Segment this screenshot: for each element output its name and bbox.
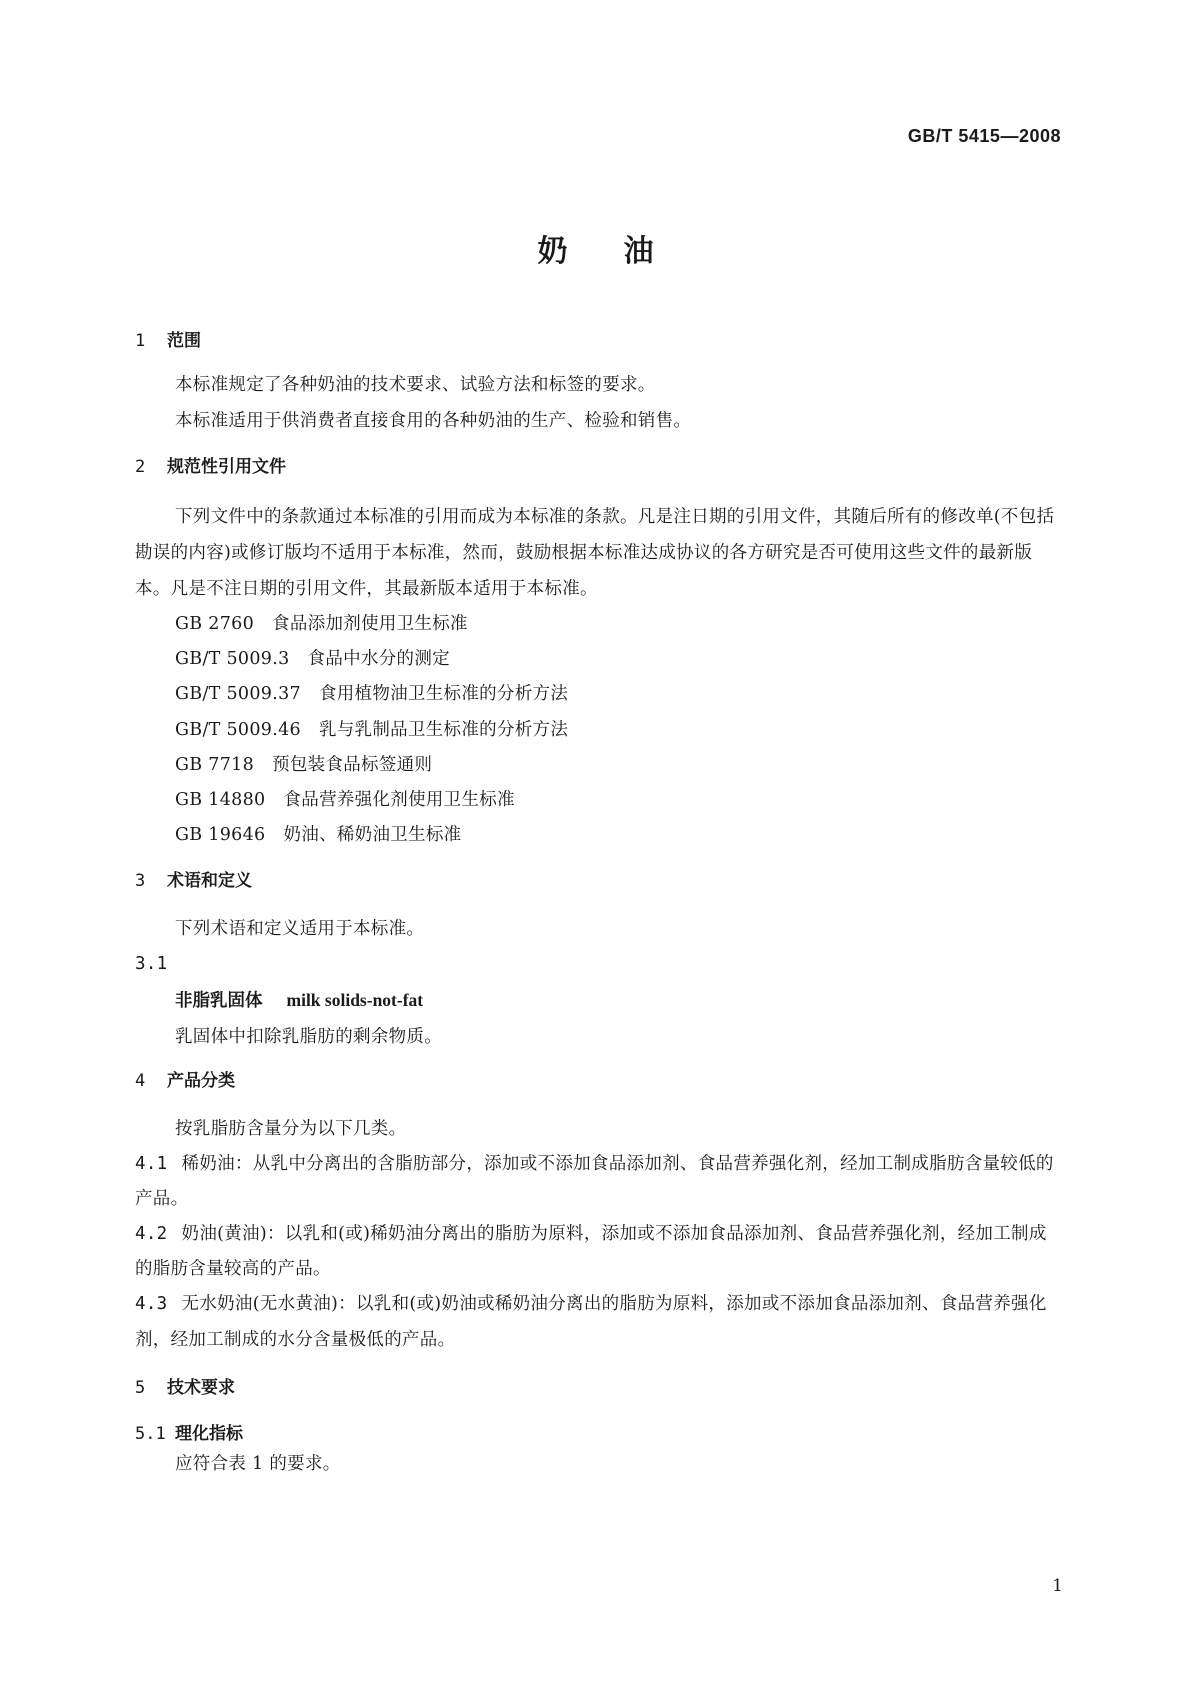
- ref-code: GB/T 5009.37: [175, 684, 301, 705]
- subsection-number: 5.1: [135, 1423, 166, 1444]
- clause-number: 4.3: [135, 1294, 168, 1315]
- section-number: 4: [135, 1070, 146, 1091]
- ref-item: [135, 748, 1057, 783]
- paragraph: 本标准规定了各种奶油的技术要求、试验方法和标签的要求。: [175, 375, 656, 395]
- section-heading-terms: [135, 869, 1057, 893]
- ref-name: 奶油、稀奶油卫生标准: [283, 825, 462, 846]
- ref-name: 乳与乳制品卫生标准的分析方法: [318, 719, 569, 740]
- ref-name: 食用植物油卫生标准的分析方法: [318, 684, 569, 705]
- clause: [135, 1217, 1057, 1287]
- section-heading-tech-req: [135, 1376, 1057, 1400]
- term-entry: [135, 983, 1057, 1019]
- ref-item: [135, 818, 1057, 853]
- section-title: 规范性引用文件: [167, 457, 286, 477]
- section-number: 1: [135, 331, 146, 351]
- section-number: 2: [135, 457, 146, 477]
- paragraph: 本标准适用于供消费者直接食用的各种奶油的生产、检验和销售。: [175, 411, 692, 431]
- section-number: 3: [135, 871, 146, 892]
- ref-item: [135, 642, 1057, 677]
- ref-code: GB 2760: [175, 614, 255, 634]
- page-number: 1: [1052, 1576, 1063, 1596]
- clause-text: 稀奶油：从乳中分离出的含脂肪部分，添加或不添加食品添加剂、食品营养强化剂，经加工制成脂肪含量较低的产品。: [135, 1153, 1054, 1209]
- ref-item: [135, 607, 1057, 642]
- ref-code: GB/T 5009.46: [175, 719, 301, 740]
- paragraph: 下列术语和定义适用于本标准。: [175, 919, 425, 940]
- subsection-heading: [135, 1422, 1057, 1446]
- term-number: 3.1: [135, 954, 168, 975]
- ref-code: GB 19646: [175, 825, 266, 846]
- ref-name: 食品添加剂使用卫生标准: [272, 614, 468, 634]
- section-heading-classification: [135, 1069, 1057, 1093]
- ref-name: 食品营养强化剂使用卫生标准: [283, 790, 515, 811]
- section-heading-scope: [135, 329, 1057, 353]
- paragraph: 按乳脂肪含量分为以下几类。: [175, 1118, 407, 1139]
- section-title: 技术要求: [167, 1377, 235, 1398]
- ref-item: [135, 677, 1057, 712]
- clause-number: 4.2: [135, 1224, 168, 1245]
- ref-name: 预包装食品标签通则: [272, 754, 433, 775]
- paragraph: 应符合表 1 的要求。: [175, 1453, 341, 1474]
- ref-code: GB/T 5009.3: [175, 649, 290, 670]
- section-title: 术语和定义: [167, 871, 252, 892]
- ref-item: [135, 713, 1057, 748]
- term-en: milk solids-not-fat: [286, 989, 424, 1010]
- clause: [135, 1287, 1057, 1357]
- term-definition: 乳固体中扣除乳脂肪的剩余物质。: [175, 1026, 442, 1047]
- clause-text: 奶油(黄油)：以乳和(或)稀奶油分离出的脂肪为原料，添加或不添加食品添加剂、食品营养强化剂，经加工制成的脂肪含量较高的产品。: [135, 1224, 1047, 1280]
- clause: [135, 1147, 1057, 1217]
- clause-number: 4.1: [135, 1153, 168, 1174]
- section-title: 范围: [167, 331, 201, 351]
- paragraph: 下列文件中的条款通过本标准的引用而成为本标准的条款。凡是注日期的引用文件，其随后所有的修改单(不包括勘误的内容)或修订版均不适用于本标准，然而，鼓励根据本标准达成协议的各方研究是否可使用这些文件的最新版本。凡是不注日期的引用文件，其最新版本适用于本标准。: [135, 507, 1055, 599]
- clause-text: 无水奶油(无水黄油)：以乳和(或)奶油或稀奶油分离出的脂肪为原料，添加或不添加食品添加剂、食品营养强化剂，经加工制成的水分含量极低的产品。: [135, 1294, 1047, 1350]
- subsection-title: 理化指标: [175, 1423, 243, 1444]
- ref-code: GB 7718: [175, 754, 255, 775]
- standard-number: GB/T 5415—2008: [907, 126, 1061, 146]
- ref-code: GB 14880: [175, 790, 266, 811]
- section-heading-normative-refs: [135, 455, 1057, 479]
- section-title: 产品分类: [167, 1070, 235, 1091]
- document-body: [135, 329, 1057, 1482]
- document-title: 奶油: [537, 234, 710, 269]
- ref-name: 食品中水分的测定: [307, 649, 450, 670]
- section-number: 5: [135, 1377, 146, 1398]
- ref-item: [135, 783, 1057, 818]
- term-zh: 非脂乳固体: [175, 990, 263, 1011]
